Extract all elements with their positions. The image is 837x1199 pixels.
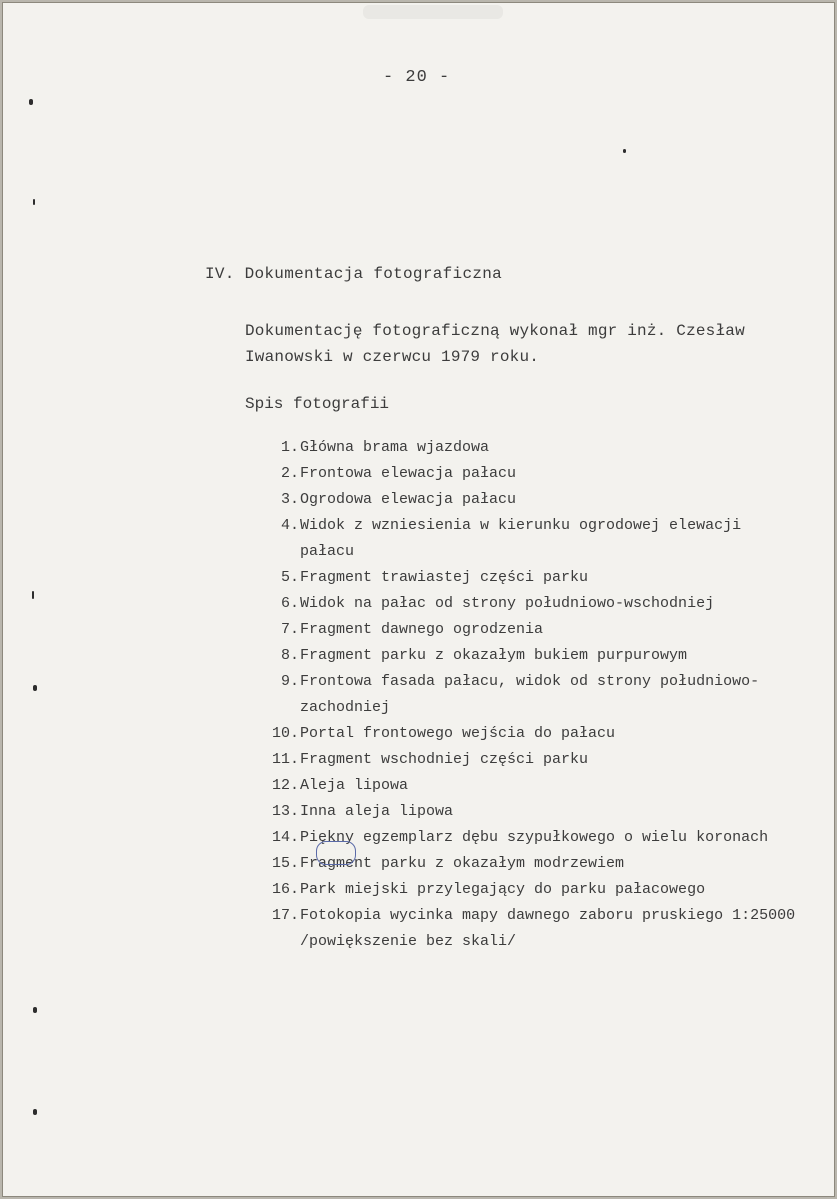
item-number: 1. [280,439,299,456]
list-item [258,903,800,955]
list-item [258,669,800,721]
scan-smudge [363,5,503,19]
item-text: Aleja lipowa [300,777,409,794]
item-number: 16. [271,881,299,898]
item-number: 15. [271,855,299,872]
page-number: - 20 - [383,68,451,87]
item-number: 9. [280,673,299,690]
photo-list-title: Spis fotografii [245,395,390,413]
item-text: Fotokopia wycinka mapy dawnego zaboru pruskiego 1:25000 /powiększenie bez skali/ [300,907,796,950]
list-item [258,487,800,513]
item-text: Inna aleja lipowa [300,803,454,820]
handwritten-correction-mark [316,841,356,865]
binding-hole-mark [32,591,34,599]
item-number: 6. [280,595,299,612]
list-item [258,799,800,825]
item-text: Fragment trawiastej części parku [300,569,589,586]
binding-hole-mark [33,1109,37,1115]
list-item [258,435,800,461]
list-item [258,591,800,617]
item-text: Park miejski przylegający do parku pałacowego [300,881,706,898]
list-item [258,747,800,773]
list-item [258,773,800,799]
item-number: 7. [280,621,299,638]
binding-hole-mark [33,1007,37,1013]
list-item [258,721,800,747]
list-item [258,877,800,903]
item-text: Widok na pałac od strony południowo-wschodniej [300,595,715,612]
item-number: 8. [280,647,299,664]
section-heading: IV. Dokumentacja fotograficzna [205,265,503,283]
list-item [258,643,800,669]
item-number: 5. [280,569,299,586]
item-number: 3. [280,491,299,508]
binding-hole-mark [33,199,35,205]
item-text: Fragment parku z okazałym bukiem purpurowym [300,647,688,664]
photo-list [258,435,800,955]
binding-hole-mark [33,685,37,691]
item-text: Fragment wschodniej części parku [300,751,589,768]
item-text: Widok z wzniesienia w kierunku ogrodowej elewacji pałacu [300,517,742,560]
item-text: Portal frontowego wejścia do pałacu [300,725,616,742]
intro-line-1: Dokumentację fotograficzną wykonał mgr inż. Czesław [245,322,745,340]
list-item [258,461,800,487]
intro-paragraph [245,318,805,370]
document-page [2,2,835,1197]
item-text: Fragment parku z okazałym modrzewiem [300,855,625,872]
item-text: Frontowa fasada pałacu, widok od strony południowo-zachodniej [300,673,760,716]
item-number: 14. [271,829,299,846]
item-number: 12. [271,777,299,794]
item-number: 13. [271,803,299,820]
list-item [258,565,800,591]
item-text: Fragment dawnego ogrodzenia [300,621,544,638]
item-number: 11. [271,751,299,768]
item-text: Frontowa elewacja pałacu [300,465,517,482]
item-text: Główna brama wjazdowa [300,439,490,456]
item-number: 17. [271,907,299,924]
list-item [258,617,800,643]
binding-hole-mark [29,99,33,105]
item-number: 2. [280,465,299,482]
item-text: Piękny egzemplarz dębu szypułkowego o wielu koronach [300,829,769,846]
intro-line-2: Iwanowski w czerwcu 1979 roku. [245,348,540,366]
item-number: 10. [271,725,299,742]
item-text: Ogrodowa elewacja pałacu [300,491,517,508]
list-item [258,513,800,565]
ink-speck [623,149,626,153]
item-number: 4. [280,517,299,534]
